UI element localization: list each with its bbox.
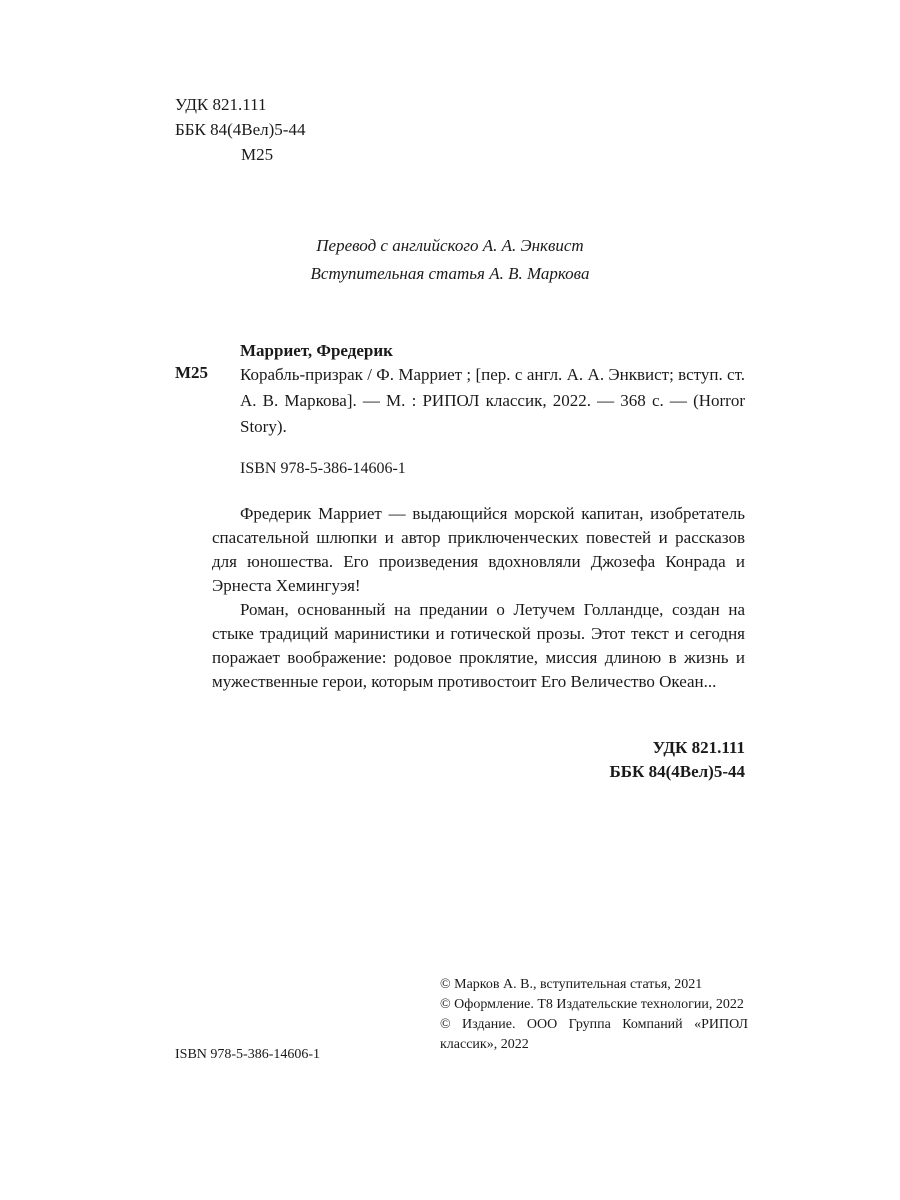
bibliographic-author-mark: М25 (175, 363, 209, 382)
annotation-paragraph: Фредерик Марриет — выдающийся морской капитан, изобретатель спасательной шлюпки и автор приключенческих повестей и рассказов для юношества. Его произведения вдохновляли Джозефа Конрада и Эрнеста Хемингуэя! (212, 504, 745, 595)
bibliographic-author: Марриет, Фредерик (240, 341, 393, 360)
bottom-classification-codes (445, 736, 745, 784)
copyright-line: © Оформление. Т8 Издательские технологии, 2022 (440, 997, 744, 1012)
top-classification-codes (175, 92, 305, 167)
credits-block (175, 232, 725, 288)
bbk-code: ББК 84(4Вел)5-44 (175, 120, 306, 139)
translation-credit: Перевод с английского А. А. Энквист (316, 236, 584, 255)
footer-isbn: ISBN 978-5-386-14606-1 (175, 1047, 321, 1062)
udk-code-bottom: УДК 821.111 (652, 738, 745, 757)
copyright-line: © Издание. ООО Группа Компаний «РИПОЛ классик», 2022 (440, 1017, 748, 1052)
bbk-code-bottom: ББК 84(4Вел)5-44 (609, 762, 745, 781)
udk-code: УДК 821.111 (175, 95, 267, 114)
annotation (212, 502, 745, 694)
author-mark: М25 (241, 145, 274, 164)
bibliographic-isbn: ISBN 978-5-386-14606-1 (240, 460, 406, 477)
annotation-paragraph: Роман, основанный на предании о Летучем Голландце, создан на стыке традиций маринистики и готической прозы. Этот текст и сегодня поражает воображение: родовое проклятие, миссия длиною в жизнь и мужественные герои, которым противостоит Его Величество Океан... (212, 600, 745, 691)
bibliographic-description: Корабль-призрак / Ф. Марриет ; [пер. с англ. А. А. Энквист; вступ. ст. А. В. Маркова]. — М. : РИПОЛ классик, 2022. — 368 с. — (Horror Story). (240, 365, 745, 436)
introduction-credit: Вступительная статья А. В. Маркова (310, 264, 590, 283)
copyright-notices (440, 975, 748, 1055)
copyright-line: © Марков А. В., вступительная статья, 2021 (440, 977, 703, 992)
